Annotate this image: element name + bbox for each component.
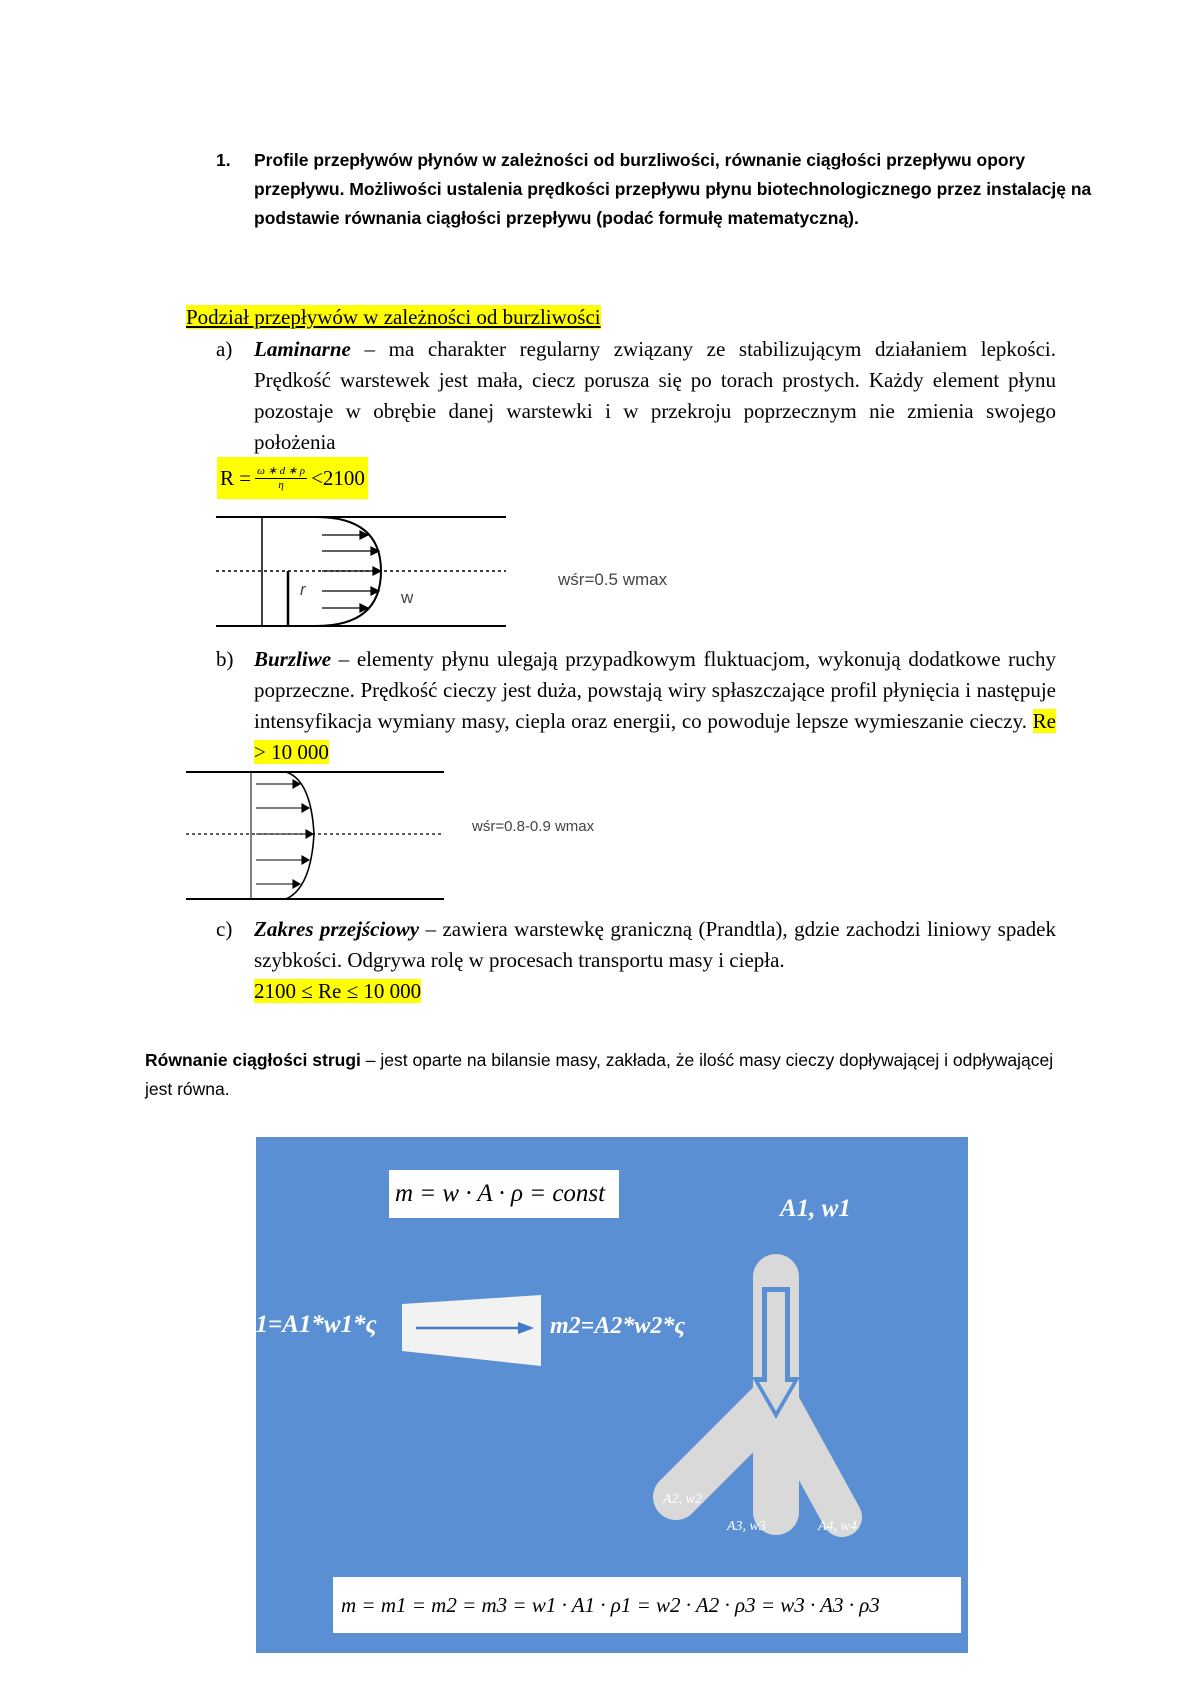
section-heading — [186, 302, 601, 333]
turbulent-paragraph — [216, 644, 1056, 768]
laminar-profile-diagram — [216, 513, 516, 631]
top-equation: m = w · A · ρ = const — [395, 1180, 606, 1207]
formula-denominator: η — [278, 478, 284, 491]
transitional-paragraph — [216, 914, 1056, 1007]
reynolds-formula — [217, 457, 368, 499]
transitional-term: Zakres przejściowy — [254, 917, 420, 941]
turbulent-profile-diagram — [186, 768, 446, 904]
bottom-equation-box — [333, 1577, 961, 1633]
pipe-label: A1, w1 — [780, 1195, 851, 1222]
laminar-label: a) — [216, 337, 233, 361]
question-number: 1. — [216, 150, 231, 170]
laminar-velocity-caption: wśr=0.5 wmax — [558, 570, 668, 589]
diagram-r-label: r — [300, 580, 306, 599]
bottom-equation: m = m1 = m2 = m3 = w1 · A1 · ρ1 = w2 · A2 · ρ3 = w3 · A3 · ρ3 — [341, 1593, 880, 1617]
laminar-text: – ma charakter regularny związany ze stabilizującym działaniem lepkości. Prędkość warstewek jest mała, ciecz porusza się po torach prostych. Każdy element płynu pozostaje w obrębie danej warstewki i w przekroju poprzecznym nie zmienia swojego położenia — [254, 337, 1056, 454]
continuity-paragraph — [145, 1046, 1065, 1104]
figure-graphics — [256, 1137, 968, 1653]
formula-lhs: R = — [220, 465, 252, 490]
formula-rhs: <2100 — [311, 465, 365, 490]
section-heading-text: Podział przepływów w zależności od burzliwości — [186, 305, 601, 329]
left-mass-label: m1=A1*w1*ς — [236, 1311, 377, 1338]
laminar-paragraph — [216, 334, 1056, 458]
continuity-term: Równanie ciągłości strugi — [145, 1050, 361, 1070]
turbulent-label: b) — [216, 647, 234, 671]
turbulent-term: Burzliwe — [254, 647, 332, 671]
formula-fraction — [255, 465, 307, 492]
branch-a2-label: A2, w2 — [663, 1492, 702, 1507]
turbulent-text: – elementy płynu ulegają przypadkowym fluktuacjom, wykonują dodatkowe ruchy poprzeczne. Prędkość cieczy jest duża, powstają wiry spłaszczające profil płynięcia i następuje intensyfikacja wymiany masy, ciepla oraz energii, co powoduje lepsze wymieszanie cieczy. — [254, 647, 1056, 733]
branch-a3-label: A3, w3 — [727, 1519, 766, 1534]
formula-numerator: ω ∗ d ∗ ρ — [257, 464, 306, 477]
continuity-figure — [236, 1137, 968, 1653]
continuity-text: – jest oparte na bilansie masy, zakłada, że ilość masy cieczy dopływającej i odpływającej jest równa. — [145, 1050, 1054, 1099]
transitional-text: – zawiera warstewkę graniczną (Prandtla), gdzie zachodzi liniowy spadek szybkości. Odgrywa rolę w procesach transportu masy i ciepła. — [254, 917, 1056, 972]
laminar-term: Laminarne — [254, 337, 351, 361]
diagram-w-label: w — [401, 588, 414, 607]
transitional-label: c) — [216, 917, 233, 941]
question-text: Profile przepływów płynów w zależności od burzliwości, równanie ciągłości przepływu opory przepływu. Możliwości ustalenia prędkości przepływu płynu biotechnologicznego przez instalację na podstawie równania ciągłości przepływu (podać formułę matematyczną). — [254, 150, 1092, 228]
turbulent-highlight: Re > 10 000 — [254, 709, 1056, 764]
right-mass-label: m2=A2*w2*ς — [550, 1313, 686, 1339]
turbulent-velocity-caption: wśr=0.8-0.9 wmax — [472, 818, 595, 835]
transitional-highlight: 2100 ≤ Re ≤ 10 000 — [254, 979, 422, 1003]
branch-a4-label: A4, w4 — [818, 1519, 857, 1534]
